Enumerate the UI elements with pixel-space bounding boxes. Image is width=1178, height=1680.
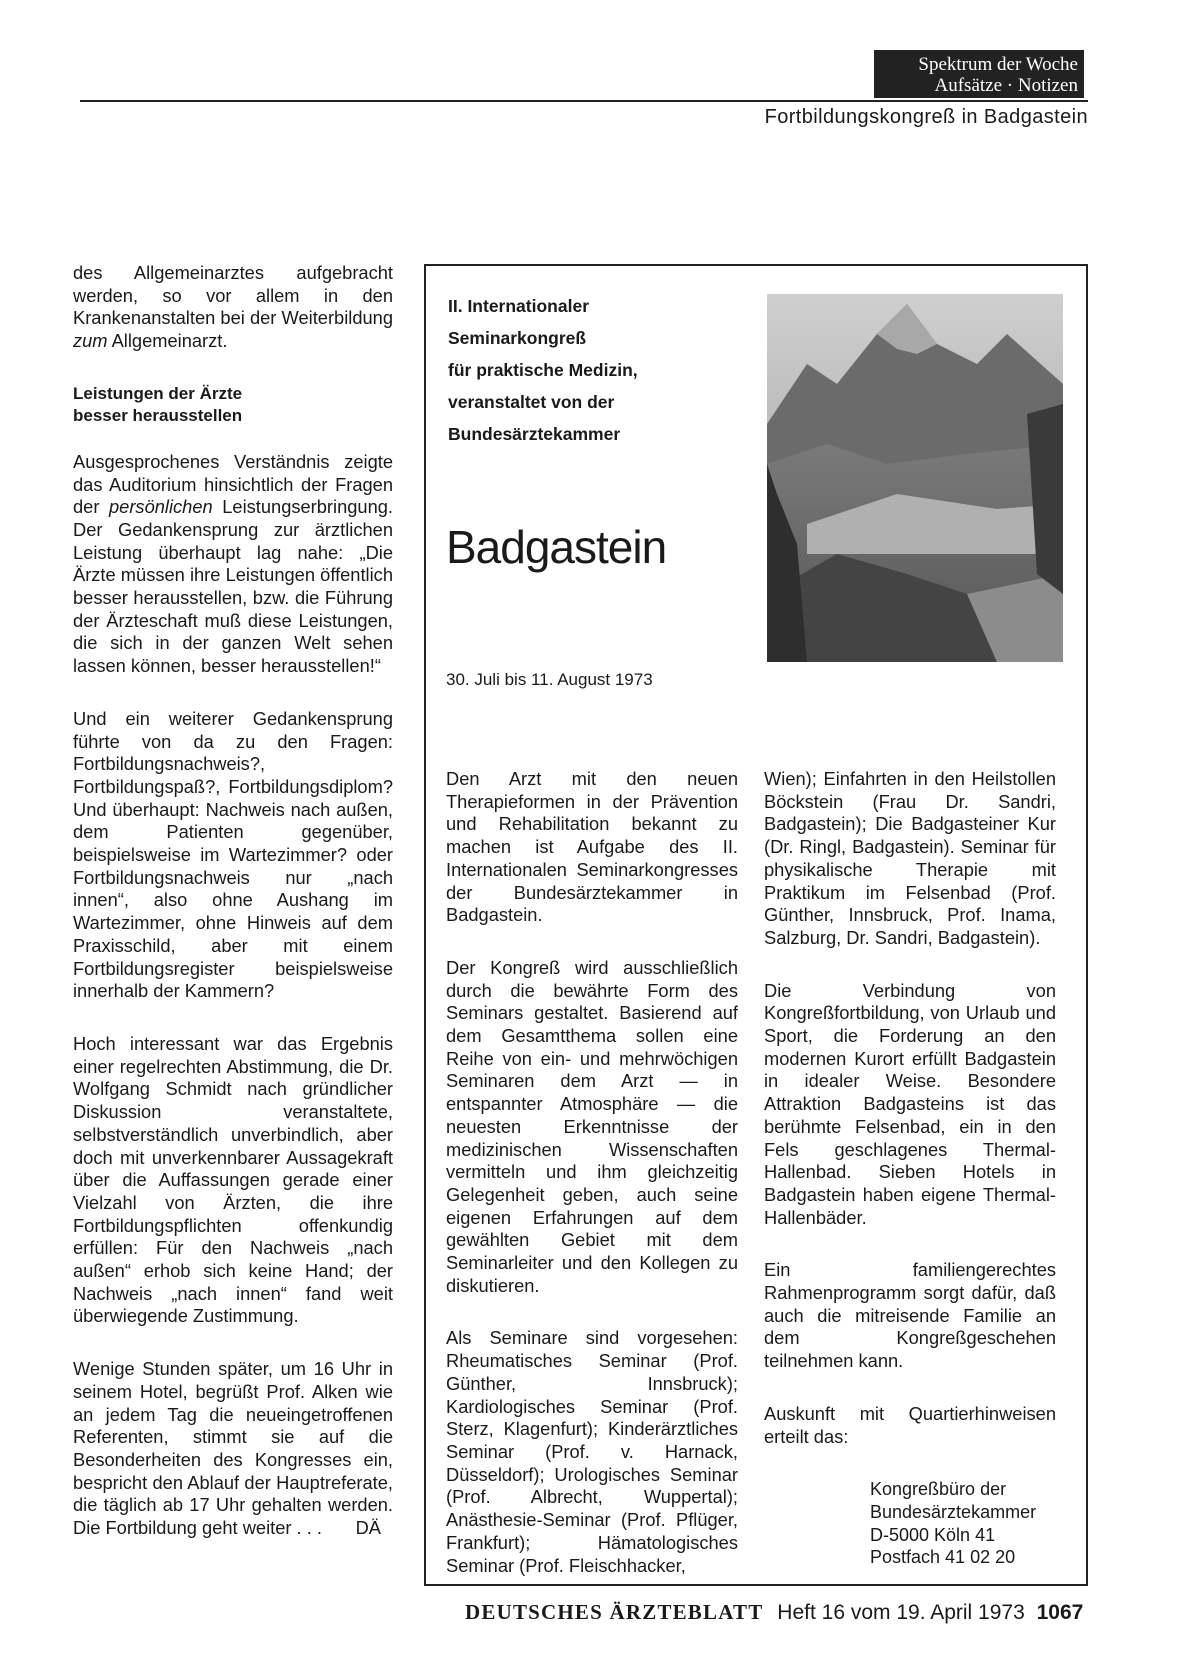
left-column (73, 262, 393, 1540)
section-tag-line1: Spektrum der Woche (918, 54, 1078, 75)
paragraph: Und ein weiterer Gedankensprung führte von da zu den Fragen: Fortbildungsnachweis?, Fortbildungspaß?, Fortbildungsdiplom? Und überhaupt: Nachweis nach außen, dem Patienten gegenüber, beispielsweise im Wartezimmer? oder Fortbildungsnachweis nur „nach innen“, also ohne Aushang im Wartezimmer, ohne Hinweis auf dem Praxisschild, aber mit einem Fortbildungsregister beispielsweise innerhalb der Kammern? (73, 707, 393, 1002)
paragraph: Ein familiengerechtes Rahmenprogramm sorgt dafür, daß auch die mitreisende Familie an dem Kongreßgeschehen teilnehmen kann. (764, 1259, 1056, 1372)
text: Allgemeinarzt. (107, 330, 228, 352)
heading-line: besser herausstellen (73, 405, 243, 425)
box-middle-column (446, 768, 738, 1577)
page-number: 1067 (1036, 1601, 1084, 1624)
event-date: 30. Juli bis 11. August 1973 (446, 670, 653, 689)
paragraph: Die Verbindung von Kongreßfortbildung, von Urlaub und Sport, die Forderung an den modernen Kurort erfüllt Badgastein in idealer Weise. Besondere Attraktion Badgasteins ist das berühmte Felsenbad, ein in den Fels geschlagenes Thermal-Hallenbad. Sieben Hotels in Badgastein haben eigene Thermal-Hallenbäder. (764, 979, 1056, 1228)
section-tag (874, 50, 1084, 98)
address-line: Kongreßbüro der (870, 1479, 1007, 1500)
masthead: DEUTSCHES ÄRZTEBLATT (465, 1600, 764, 1624)
page-subtitle: Fortbildungskongreß in Badgastein (764, 106, 1088, 128)
header-rule (80, 100, 1088, 102)
paragraph (73, 1358, 393, 1540)
paragraph: Auskunft mit Quartierhinweisen erteilt das: (764, 1402, 1056, 1447)
heading-line: Seminarkongreß (448, 328, 587, 348)
heading-line: Bundesärztekammer (448, 424, 621, 444)
issue-info: Heft 16 vom 19. April 1973 (777, 1601, 1025, 1624)
paragraph: Der Kongreß wird ausschließlich durch die bewährte Form des Seminars gestaltet. Basierend auf dem Gesamtthema sollen eine Reihe von ein- und mehrwöchigen Seminaren dem Arzt — in entspannter Atmosphäre — die neuesten Erkenntnisse der medizinischen Wissenschaften vermitteln und ihm gleichzeitig Gelegenheit geben, auch seine eigenen Erfahrungen auf dem gewählten Gebiet mit dem Seminarleiter und den Kollegen zu diskutieren. (446, 956, 738, 1296)
section-heading (73, 383, 393, 427)
paragraph: Wien); Einfahrten in den Heilstollen Böckstein (Frau Dr. Sandri, Badgastein); Die Badgasteiner Kur (Dr. Ringl, Badgastein). Seminar für physikalische Therapie mit Praktikum im Felsenbad (Prof. Günther, Innsbruck, Prof. Inama, Salzburg, Dr. Sandri, Badgastein). (764, 768, 1056, 948)
paragraph: Den Arzt mit den neuen Therapieformen in der Prävention und Rehabilitation bekannt zu machen ist Aufgabe des II. Internationalen Seminarkongresses der Bundesärztekammer in Badgastein. (446, 768, 738, 926)
emphasis: persönlichen (109, 496, 213, 518)
address-line: Postfach 41 02 20 (870, 1547, 1016, 1568)
paragraph (73, 451, 393, 678)
heading-line: veranstaltet von der (448, 392, 615, 412)
heading-line: für praktische Medizin, (448, 360, 638, 380)
paragraph: Als Seminare sind vorgesehen: Rheumatisches Seminar (Prof. Günther, Innsbruck); Kardiologisches Seminar (Prof. Sterz, Klagenfurt); Kinderärztliches Seminar (Prof. v. Harnack, Düsseldorf); Urologisches Seminar (Prof. Albrecht, Wuppertal); Anästhesie-Seminar (Prof. Pflüger, Frankfurt); Hämatologisches Seminar (Prof. Fleischhacker, (446, 1327, 738, 1576)
announcement-title: Badgastein (446, 521, 667, 573)
address-line: D-5000 Köln 41 (870, 1524, 996, 1545)
contact-address (764, 1478, 1056, 1569)
emphasis: zum (73, 330, 108, 352)
heading-line: Leistungen der Ärzte (73, 383, 243, 403)
text: des Allgemeinarztes aufgebracht werden, so vor allem in den Krankenanstalten bei der Weiterbildung (73, 262, 393, 329)
author-signature: DÄ (355, 1517, 381, 1539)
text: Leistungserbringung. Der Gedankensprung zur ärztlichen Leistung überhaupt lag nahe: „Die Ärzte müssen ihre Leistungen öffentlich besser herausstellen, bzw. die Führung der Ärzteschaft muß diese Leistungen, die sich in der ganzen Welt sehen lassen können, besser herausstellen!“ (73, 496, 393, 677)
announcement-heading (448, 290, 748, 450)
box-right-column (764, 768, 1056, 1569)
heading-line: II. Internationaler (448, 296, 589, 316)
page-footer (465, 1600, 1083, 1625)
section-tag-line2: Aufsätze · Notizen (934, 75, 1078, 96)
mountain-photo (767, 294, 1063, 662)
address-line: Bundesärztekammer (870, 1501, 1037, 1522)
paragraph (73, 262, 393, 353)
text: Ausgesprochenes Verständnis zeigte das Auditorium hinsichtlich der Fragen der (73, 450, 393, 518)
text: Wenige Stunden später, um 16 Uhr in seinem Hotel, begrüßt Prof. Alken wie an jedem Tag die neueingetroffenen Referenten, stimmt sie auf die Besonderheiten des Kongresses ein, bespricht den Ablauf der Hauptreferate, die täglich ab 17 Uhr gehalten werden. Die Fortbildung geht weiter . . . (73, 1358, 393, 1539)
paragraph: Hoch interessant war das Ergebnis einer regelrechten Abstimmung, die Dr. Wolfgang Schmidt nach gründlicher Diskussion veranstaltete, selbstverständlich unverbindlich, aber doch mit unverkennbarer Aussagekraft über die Auffassungen gerade einer Vielzahl von Ärzten, die ihre Fortbildungspflichten offenkundig erfüllen: Für den Nachweis „nach außen“ erhob sich keine Hand; der Nachweis „nach innen“ fand weit überwiegende Zustimmung. (73, 1032, 393, 1327)
